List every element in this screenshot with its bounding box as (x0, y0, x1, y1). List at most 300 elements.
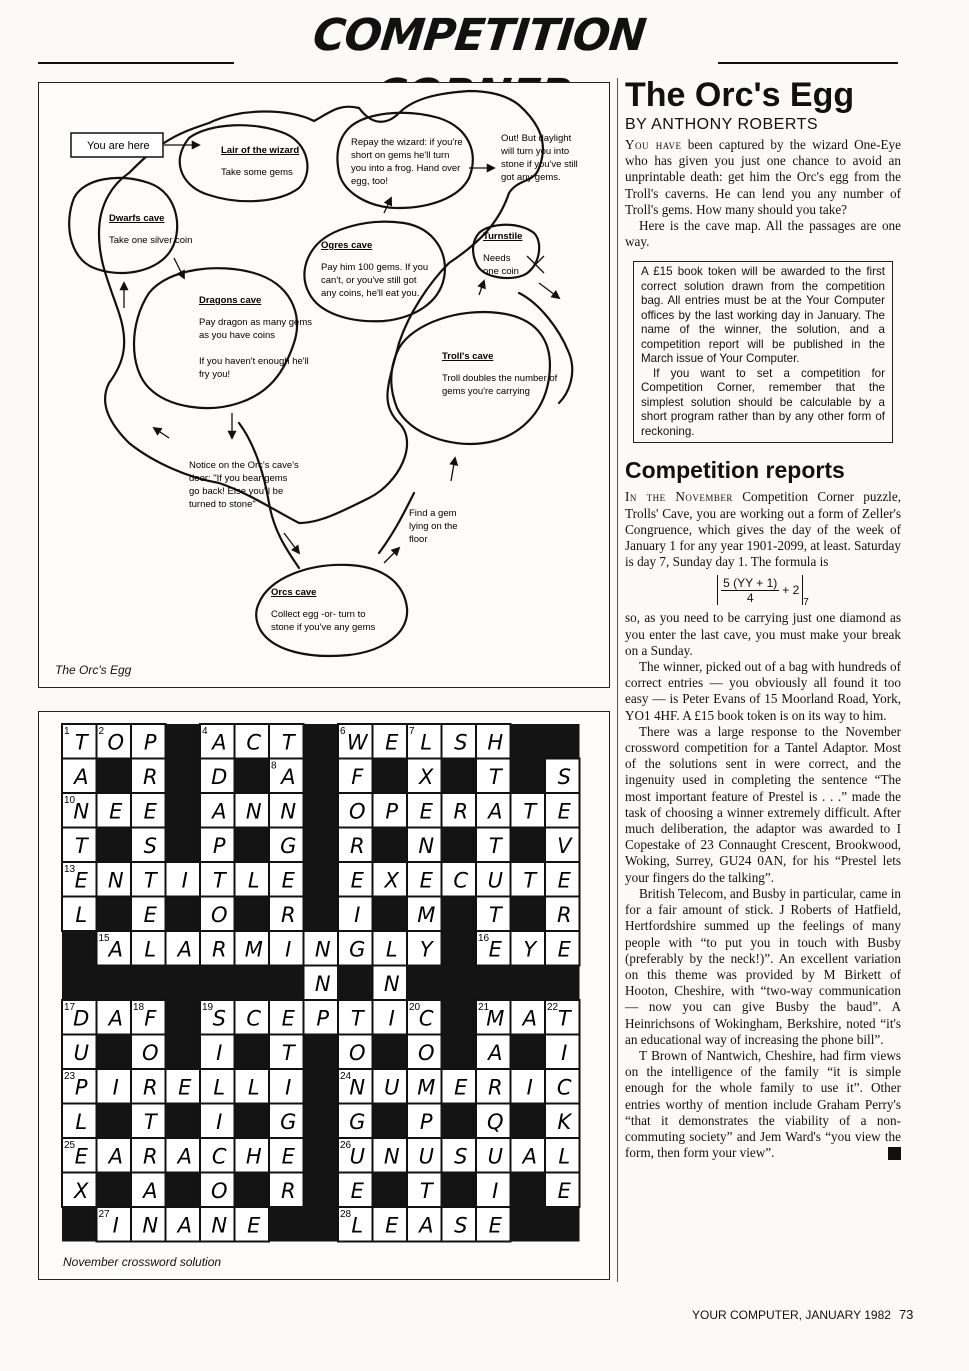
crossword-black-cell (373, 1035, 408, 1070)
crossword-black-cell (442, 931, 477, 966)
crossword-letter: E (419, 868, 433, 893)
crossword-letter: A (522, 1144, 537, 1169)
crossword-letter: R (487, 1075, 503, 1100)
crossword-black-cell (62, 931, 97, 966)
crossword-letter: A (281, 764, 296, 789)
cave-note-line: Repay the wizard: if you're (351, 137, 463, 148)
crossword-black-cell (373, 1104, 408, 1139)
arrow-loop-lower (154, 428, 169, 438)
crossword-black-cell (304, 897, 339, 932)
cave-note-line: Take some gems (221, 167, 293, 178)
crossword-black-cell (97, 1173, 132, 1208)
crossword-letter: E (178, 1075, 192, 1100)
section-banner: COMPETITION (310, 10, 648, 61)
crossword-letter: U (349, 1144, 365, 1169)
end-of-article-mark (888, 1147, 901, 1160)
crossword-black-cell (442, 1035, 477, 1070)
crossword-letter: G (280, 833, 297, 858)
crossword-letter: C (556, 1075, 572, 1100)
formula-fraction (721, 576, 779, 605)
cave-note-line: Pay dragon as many gems (199, 317, 313, 328)
crossword-letter: N (314, 971, 331, 996)
crossword-black-cell (131, 966, 166, 1001)
cave-note (351, 137, 463, 187)
crossword-black-cell (511, 724, 546, 759)
crossword-black-cell (304, 1035, 339, 1070)
crossword-black-cell (304, 1173, 339, 1208)
arrow-floor-troll (451, 458, 455, 481)
crossword-letter: A (419, 1213, 434, 1238)
crossword-clue-number: 16 (478, 933, 490, 944)
crossword-black-cell (373, 828, 408, 863)
crossword-letter: U (73, 1040, 89, 1065)
crossword-letter: G (280, 1109, 297, 1134)
crossword-letter: V (557, 833, 572, 858)
crossword-letter: A (488, 1040, 503, 1065)
crossword-black-cell (442, 1173, 477, 1208)
crossword-letter: I (216, 1109, 223, 1134)
crossword-letter: O (107, 730, 125, 755)
crossword-letter: G (349, 937, 366, 962)
crossword-letter: C (246, 730, 262, 755)
cave-note-line: as you have coins (199, 330, 276, 341)
crossword-black-cell (511, 828, 546, 863)
crossword-letter: T (143, 1109, 157, 1134)
crossword-clue-number: 26 (340, 1140, 352, 1151)
crossword-black-cell (304, 828, 339, 863)
article-intro (625, 137, 901, 218)
cave-note (409, 508, 458, 545)
crossword-letter: C (246, 1006, 262, 1031)
crossword-letter: I (112, 1213, 119, 1238)
crossword-letter: T (419, 1178, 433, 1203)
prize-notice: A £15 book token will be awarded to the first correct solution drawn from the competition bag. All entries must be at the Your Computer offices by the last working day in January. The name of the winner, the solution, and a competition report will be published in the March issue of Your Computer. (641, 265, 885, 366)
cave-note-line: door: "If you bear gems (189, 473, 288, 484)
crossword-black-cell (304, 724, 339, 759)
cave-title: Dwarfs cave (109, 213, 165, 224)
crossword-black-cell (166, 897, 201, 932)
crossword-clue-number: 17 (64, 1002, 76, 1013)
crossword-letter: M (486, 1006, 505, 1031)
crossword-black-cell (373, 759, 408, 794)
crossword-letter: E (281, 1144, 295, 1169)
cave-note-line: got any gems. (501, 172, 561, 183)
crossword-clue-number: 23 (64, 1071, 76, 1082)
crossword-letter: P (143, 730, 157, 755)
crossword-letter: R (453, 799, 469, 824)
crossword-black-cell (442, 828, 477, 863)
crossword-letter: R (142, 1075, 158, 1100)
crossword-letter: I (285, 937, 292, 962)
crossword-black-cell (166, 1104, 201, 1139)
crossword-letter: A (212, 799, 227, 824)
crossword-black-cell (97, 828, 132, 863)
crossword-letter: C (211, 1144, 227, 1169)
crossword-black-cell (442, 966, 477, 1001)
crossword-letter: E (281, 1006, 295, 1031)
crossword-black-cell (373, 1173, 408, 1208)
crossword-letter: L (351, 1213, 364, 1238)
crossword-letter: L (213, 1075, 226, 1100)
crossword-letter: A (522, 1006, 537, 1031)
crossword-letter: E (143, 902, 157, 927)
crossword-letter: E (488, 937, 502, 962)
crossword-letter: I (492, 1178, 499, 1203)
article-title: The Orc's Egg (625, 76, 855, 114)
cave-note-line: can't, or you've still got (321, 275, 417, 286)
crossword-letter: D (73, 1006, 90, 1031)
crossword-black-cell (235, 897, 270, 932)
crossword-black-cell (97, 1104, 132, 1139)
cave-note-line (199, 343, 202, 354)
crossword-clue-number: 18 (133, 1002, 145, 1013)
crossword-letter: E (385, 1213, 399, 1238)
crossword-black-cell (97, 966, 132, 1001)
crossword-letter: T (74, 833, 88, 858)
arrow-ogres-repay (384, 198, 391, 213)
cave-note-line: Needs (483, 253, 511, 264)
cave-note-line: If you haven't enough he'll (199, 356, 309, 367)
crossword-letter: M (417, 1075, 436, 1100)
crossword-letter: I (112, 1075, 119, 1100)
arrow-east-passage (539, 283, 559, 298)
cave-note (109, 213, 192, 246)
cave-title: Lair of the wizard (221, 145, 300, 156)
crossword-black-cell (200, 966, 235, 1001)
cave-note-line: short on gems he'll turn (351, 150, 450, 161)
crossword-letter: A (177, 1144, 192, 1169)
crossword-letter: R (280, 902, 296, 927)
cave-note-line: Collect egg -or- turn to (271, 609, 366, 620)
cave-note (483, 231, 522, 277)
intro-lead: You have (625, 137, 682, 152)
crossword-letter: T (74, 730, 88, 755)
crossword-letter: P (385, 799, 399, 824)
reports-intro-text: Competition Corner puzzle, Trolls' Cave, you are working out a form of Zeller's Congruence, which gives the day of the week of January 1 for any year 1901-2099, at least. Saturday is day 7, Sunday day 1. The formula is (625, 489, 901, 570)
crossword-letter: E (74, 868, 88, 893)
crossword-letter: N (211, 1213, 228, 1238)
cave-note-line: Pay him 100 gems. If you (321, 262, 429, 273)
reports-p3: The winner, picked out of a bag with hundreds of correct entries — you obviously all found it too easy — is Peter Evans of 15 Moorland Road, York, YO1 4HF. A £15 book token is on its way to him. (625, 659, 901, 723)
cave-note (189, 460, 299, 510)
reports-p6 (625, 1048, 901, 1161)
article-column (625, 76, 901, 1161)
crossword-letter: E (419, 799, 433, 824)
cave-note-line: egg, too! (351, 176, 388, 187)
crossword-letter: A (488, 799, 503, 824)
crossword-letter: H (487, 730, 504, 755)
reports-lead: In the November (625, 489, 733, 505)
header-rule-left (38, 62, 234, 64)
crossword-letter: N (418, 833, 435, 858)
crossword-black-cell (166, 793, 201, 828)
cave-note-line: floor (409, 534, 428, 545)
crossword-clue-number: 7 (409, 726, 415, 737)
crossword-black-cell (407, 966, 442, 1001)
cave-note (271, 587, 376, 633)
crossword-black-cell (511, 966, 546, 1001)
crossword-letter: X (384, 868, 399, 893)
crossword-clue-number: 24 (340, 1071, 352, 1082)
crossword-clue-number: 21 (478, 1002, 490, 1013)
crossword-letter: H (245, 1144, 262, 1169)
crossword-black-cell (166, 828, 201, 863)
arrow-troll-turnstile (479, 281, 484, 295)
crossword-letter: F (144, 1006, 157, 1031)
crossword-black-cell (235, 1104, 270, 1139)
cave-note (500, 133, 578, 183)
crossword-letter: A (108, 1006, 123, 1031)
crossword-letter: T (488, 902, 502, 927)
crossword-letter: C (453, 868, 469, 893)
crossword-letter: E (247, 1213, 261, 1238)
cave-labels (109, 133, 578, 633)
crossword-letter: E (557, 868, 571, 893)
crossword-letter: E (557, 1178, 571, 1203)
crossword-black-cell (442, 1104, 477, 1139)
intro-text: been captured by the wizard One-Eye who has given you just one chance to avoid an unprintable death: get him the Orc's egg from the Troll's caverns. He can lend you any number of Troll's gems. How many should you take? (625, 137, 901, 217)
wizard-lair-wall (180, 125, 308, 201)
crossword-letter: P (419, 1109, 433, 1134)
crossword-clue-number: 2 (98, 726, 105, 737)
article-byline: BY ANTHONY ROBERTS (625, 116, 819, 133)
crossword-letter: O (210, 902, 228, 927)
crossword-letter: L (385, 937, 398, 962)
crossword-letter: C (418, 1006, 434, 1031)
crossword-letter: S (454, 1213, 468, 1238)
crossword-letter: I (526, 1075, 533, 1100)
cave-map (39, 83, 609, 687)
crossword-letter: L (144, 937, 157, 962)
crossword-letter: U (384, 1075, 400, 1100)
formula-bar-left (717, 575, 718, 605)
crossword-black-cell (304, 1104, 339, 1139)
cave-note-line: Notice on the Orc's cave's (189, 460, 299, 471)
crossword-clue-number: 13 (64, 864, 76, 875)
crossword-clue-number: 8 (271, 760, 277, 772)
zeller-formula (625, 572, 901, 608)
crossword-letter: L (247, 1075, 260, 1100)
reports-p5: British Telecom, and Busby in particular, came in for a fair amount of stick. J Roberts of Hatfield, Hertfordshire summed up the feelings of many people with “to put you in touch with Busby (preferably by the neck!)”. An excellent variation on this theme was provided by M Birkett of Hooton, Cheshire, with “two-way communication — now you can give Busby the baud”. A Heinrichsons of Wokingham, Berkshire, noted “it's an educational way of increasing the phone bill”. (625, 885, 901, 1047)
you-are-here-label: You are here (87, 140, 150, 152)
crossword-letter: I (388, 1006, 395, 1031)
crossword-letter: A (108, 1144, 123, 1169)
crossword-letter: L (558, 1144, 571, 1169)
crossword-letter: E (143, 799, 157, 824)
crossword-clue-number: 15 (98, 933, 110, 944)
crossword-letter: R (142, 1144, 158, 1169)
crossword-letter: P (212, 833, 226, 858)
crossword-letter: L (75, 1109, 88, 1134)
cave-note-line: Find a gem (409, 508, 457, 519)
cave-title: Troll's cave (442, 351, 494, 362)
cave-note-line: gems you're carrying (442, 386, 530, 397)
crossword-letter: N (142, 1213, 159, 1238)
crossword-letter: L (420, 730, 433, 755)
crossword-letter: I (216, 1040, 223, 1065)
crossword-letter: S (454, 730, 468, 755)
crossword-clue-number: 25 (64, 1140, 76, 1151)
formula-numerator: 5 (YY + 1) (723, 575, 778, 590)
crossword-clue-number: 19 (202, 1002, 214, 1013)
crossword-letter: T (281, 730, 295, 755)
crossword-black-cell (511, 1173, 546, 1208)
crossword-letter: O (141, 1040, 159, 1065)
crossword-letter: T (143, 868, 157, 893)
reports-p2: so, as you need to be carrying just one diamond as you enter the last cave, you must make your break on a Sunday. (625, 610, 901, 658)
cave-note-line: Take one silver coin (109, 235, 193, 246)
page-number: 73 (898, 1307, 914, 1322)
column-divider (617, 78, 618, 1282)
crossword-letter: G (349, 1109, 366, 1134)
crossword-letter: E (454, 1075, 468, 1100)
crossword-letter: N (107, 868, 124, 893)
header-rule-right (718, 62, 898, 64)
crossword-letter: F (351, 764, 364, 789)
crossword-black-cell (511, 1104, 546, 1139)
cave-note-line: will turn you into (501, 146, 570, 157)
crossword-letter: R (280, 1178, 296, 1203)
cave-title: Dragons cave (199, 295, 262, 306)
crossword-letter: T (212, 868, 226, 893)
crossword-letter: N (280, 799, 297, 824)
crossword-letter: D (211, 764, 228, 789)
crossword-black-cell (269, 1207, 304, 1242)
crossword-letter: T (488, 833, 502, 858)
crossword-letter: Y (523, 937, 537, 962)
crossword-black-cell (442, 897, 477, 932)
crossword-black-cell (511, 1035, 546, 1070)
cave-map-panel (38, 82, 610, 688)
crossword-black-cell (235, 1035, 270, 1070)
crossword-letter: K (557, 1109, 572, 1134)
crossword-grid (39, 712, 609, 1252)
cave-title: Orcs cave (271, 587, 317, 598)
crossword-letter: R (211, 937, 227, 962)
cave-note (321, 240, 428, 299)
article-map-note: Here is the cave map. All the passages are one way. (625, 218, 901, 250)
crossword-letter: N (349, 1075, 366, 1100)
crossword-letter: W (346, 730, 368, 755)
crossword-black-cell (545, 966, 580, 1001)
crossword-letter: U (487, 1144, 503, 1169)
crossword-black-cell (269, 966, 304, 1001)
crossword-letter: O (210, 1178, 228, 1203)
formula-denominator: 4 (746, 590, 754, 605)
crossword-black-cell (511, 759, 546, 794)
crossword-black-cell (373, 897, 408, 932)
reports-title: Competition reports (625, 457, 845, 484)
crossword-letter: I (354, 902, 361, 927)
crossword-clue-number: 28 (340, 1209, 352, 1220)
formula-mod: 7 (803, 597, 809, 609)
set-competition-notice: If you want to set a competition for Competition Corner, remember that the simplest solution should be calculable by a short program rather than by any other form of reckoning. (641, 366, 885, 438)
crossword-letter: U (487, 868, 503, 893)
crossword-clue-number: 4 (202, 726, 208, 737)
crossword-letter: X (419, 764, 434, 789)
cave-note-line: fry you! (199, 369, 231, 380)
cave-note-line: go back! Else you'll be (189, 486, 284, 497)
crossword-letter: O (417, 1040, 435, 1065)
crossword-black-cell (304, 862, 339, 897)
cave-note (221, 145, 299, 178)
map-caption: The Orc's Egg (55, 663, 132, 677)
crossword-letter: I (561, 1040, 568, 1065)
crossword-letter: T (281, 1040, 295, 1065)
cave-note (442, 351, 558, 397)
crossword-clue-number: 22 (547, 1002, 559, 1013)
prize-notice-box (633, 261, 893, 443)
crossword-black-cell (97, 1035, 132, 1070)
crossword-letter: E (74, 1144, 88, 1169)
cave-title: Ogres cave (321, 240, 373, 251)
crossword-letter: I (181, 868, 188, 893)
crossword-letter: T (350, 1006, 364, 1031)
crossword-black-cell (166, 1035, 201, 1070)
crossword-clue-number: 1 (64, 726, 70, 737)
crossword-black-cell (442, 1000, 477, 1035)
crossword-clue-number: 27 (98, 1209, 110, 1220)
crossword-letter: L (75, 902, 88, 927)
crossword-letter: S (212, 1006, 226, 1031)
crossword-letter: A (143, 1178, 158, 1203)
crossword-clue-number: 6 (340, 726, 346, 737)
crossword-black-cell (511, 1207, 546, 1242)
crossword-letter: A (108, 937, 123, 962)
cave-title: Turnstile (483, 231, 523, 242)
crossword-black-cell (304, 759, 339, 794)
crossword-letter: E (488, 1213, 502, 1238)
crossword-letter: I (285, 1075, 292, 1100)
crossword-letter: Q (486, 1109, 504, 1134)
crossword-letter: A (74, 764, 89, 789)
crossword-letter: P (316, 1006, 330, 1031)
crossword-black-cell (235, 966, 270, 1001)
crossword-black-cell (235, 759, 270, 794)
crossword-letter: T (523, 868, 537, 893)
crossword-letter: E (385, 730, 399, 755)
crossword-black-cell (545, 724, 580, 759)
crossword-letter: T (488, 764, 502, 789)
cave-note-line: stone if you've any gems (271, 622, 376, 633)
crossword-black-cell (511, 897, 546, 932)
crossword-letter: T (523, 799, 537, 824)
formula-plus: + 2 (782, 583, 800, 598)
crossword-letter: P (74, 1075, 88, 1100)
crossword-black-cell (166, 966, 201, 1001)
arrow-orcs-floor (384, 548, 399, 563)
crossword-letter: E (109, 799, 123, 824)
crossword-black-cell (304, 1207, 339, 1242)
crossword-panel (38, 711, 610, 1280)
crossword-black-cell (166, 1173, 201, 1208)
crossword-black-cell (166, 759, 201, 794)
crossword-letter: E (350, 1178, 364, 1203)
crossword-letter: A (212, 730, 227, 755)
crossword-letter: N (73, 799, 90, 824)
crossword-letter: S (557, 764, 571, 789)
crossword-letter: M (244, 937, 263, 962)
crossword-black-cell (442, 759, 477, 794)
crossword-black-cell (166, 1000, 201, 1035)
crossword-black-cell (166, 724, 201, 759)
crossword-black-cell (304, 793, 339, 828)
crossword-letter: N (383, 1144, 400, 1169)
crossword-black-cell (235, 828, 270, 863)
cave-note-line: turned to stone" (189, 499, 256, 510)
crossword-black-cell (235, 1173, 270, 1208)
cave-note-line: lying on the (409, 521, 458, 532)
